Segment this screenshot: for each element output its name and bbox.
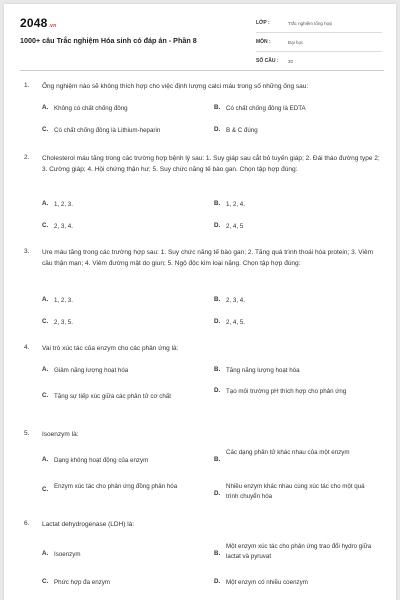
option-letter: D. — [214, 222, 221, 229]
option-letter: B. — [214, 456, 221, 463]
option-letter: B. — [214, 104, 221, 111]
option-letter: C. — [42, 392, 49, 399]
option-text: Isoenzym — [54, 551, 81, 558]
logo-suffix: .vn — [48, 23, 57, 29]
meta-row-class — [256, 18, 382, 33]
question-number: 5. — [24, 430, 30, 437]
header-divider — [20, 70, 384, 71]
option-letter: A. — [42, 104, 49, 111]
option-text: Có chất chống đông là Lithium-heparin — [54, 127, 161, 134]
document-page — [4, 4, 396, 600]
question-text: Ure máu tăng trong các trường hợp sau: 1. Suy chức năng tế bào gan; 2. Tăng quá trình thoái hóa protein; 3. Viêm cầu thận mạn; 4. Viêm đường mật do giun; 5. Ngộ độc kim loại nặng. Chọn tập hợp đúng: — [42, 249, 373, 267]
question-text: Lactat dehydrogenase (LDH) là: — [42, 521, 135, 528]
option-text: 2, 3, 4. — [226, 297, 245, 304]
option-text: Một enzym xúc tác cho phản ứng trao đổi hydro giữa lactat và pyruvat — [226, 543, 372, 560]
option-letter: A. — [42, 200, 49, 207]
question-number: 2. — [24, 154, 30, 161]
option-letter: D. — [214, 578, 221, 585]
option-text: B & C đúng — [226, 127, 258, 134]
meta-value: 30 — [288, 58, 294, 64]
meta-key: MÔN : — [256, 39, 271, 45]
option-text: 2, 4, 5. — [226, 319, 245, 326]
question-number: 4. — [24, 344, 30, 351]
option-text: 2, 4, 5 — [226, 223, 244, 230]
option-letter: D. — [214, 490, 221, 497]
option-letter: D. — [214, 387, 221, 394]
option-letter: A. — [42, 366, 49, 373]
option-text: Enzym xúc tác cho phản ứng đồng phân hóa — [54, 483, 178, 490]
option-letter: B. — [214, 366, 221, 373]
option-letter: B. — [214, 550, 221, 557]
question-number: 6. — [24, 520, 30, 527]
option-text: Dạng không hoạt động của enzym — [54, 457, 149, 464]
option-text: 1, 2, 4. — [226, 201, 245, 208]
option-text: Phức hợp đa enzym — [54, 579, 111, 586]
option-letter: A. — [42, 296, 49, 303]
option-text: 1, 2, 3. — [54, 297, 73, 304]
option-text: Nhiều enzym khác nhau cùng xúc tác cho một quá trình chuyển hóa — [226, 483, 365, 500]
meta-row-count — [256, 56, 382, 71]
option-text: 2, 3, 5. — [54, 319, 73, 326]
option-letter: C. — [42, 222, 49, 229]
option-letter: C. — [42, 486, 49, 493]
option-text: 2, 3, 4. — [54, 223, 73, 230]
option-letter: D. — [214, 126, 221, 133]
option-text: Các dạng phân tử khác nhau của một enzym — [226, 449, 350, 456]
meta-key: SỐ CÂU : — [256, 58, 279, 64]
meta-table — [256, 18, 382, 75]
option-letter: B. — [214, 296, 221, 303]
option-letter: D. — [214, 318, 221, 325]
option-text: Không có chất chống đông — [54, 105, 128, 112]
document-header — [4, 4, 396, 64]
document-title: 1000+ câu Trắc nghiệm Hóa sinh có đáp án - Phần 8 — [20, 36, 197, 45]
option-letter: B. — [214, 200, 221, 207]
question-text: Ống nghiệm nào sẽ không thích hợp cho việc định lượng calci máu trong số những ống sau: — [42, 83, 309, 90]
option-text: Tăng năng lượng hoạt hóa — [226, 367, 300, 374]
question-number: 1. — [24, 82, 30, 89]
question-text: Vai trò xúc tác của enzym cho các phản ứng là: — [42, 345, 179, 352]
option-text: Một enzym có nhiều coenzym — [226, 579, 308, 586]
option-text: 1, 2, 3. — [54, 201, 73, 208]
question-text: Cholesterol máu tăng trong các trường hợp bệnh lý sau: 1. Suy giáp sau cắt bỏ tuyến giáp; 2. Đái tháo đường type 2; 3. Cường giáp; 4. Hội chứng thận hư; 5. Suy chức năng tế bào gan. Chọn tập hợp đúng: — [42, 155, 380, 173]
question-text: Isoenzym là: — [42, 431, 79, 438]
option-letter: A. — [42, 550, 49, 557]
meta-row-subject — [256, 37, 382, 52]
option-text: Tạo môi trường pH thích hợp cho phản ứng — [226, 388, 347, 395]
option-text: Giảm năng lượng hoạt hóa — [54, 367, 129, 374]
meta-key: LỚP : — [256, 20, 270, 26]
logo-text: 2048 — [20, 16, 48, 30]
option-text: Có chất chống đông là EDTA — [226, 105, 306, 112]
question-number: 3. — [24, 248, 30, 255]
option-text: Tăng sự tiếp xúc giữa các phân tử cơ chất — [54, 393, 171, 400]
site-logo[interactable] — [20, 16, 56, 30]
option-letter: A. — [42, 456, 49, 463]
option-letter: C. — [42, 578, 49, 585]
meta-value: Đại học — [288, 39, 304, 45]
option-letter: C. — [42, 126, 49, 133]
meta-value: Trắc nghiệm tổng hợp — [288, 20, 333, 26]
option-letter: C. — [42, 318, 49, 325]
